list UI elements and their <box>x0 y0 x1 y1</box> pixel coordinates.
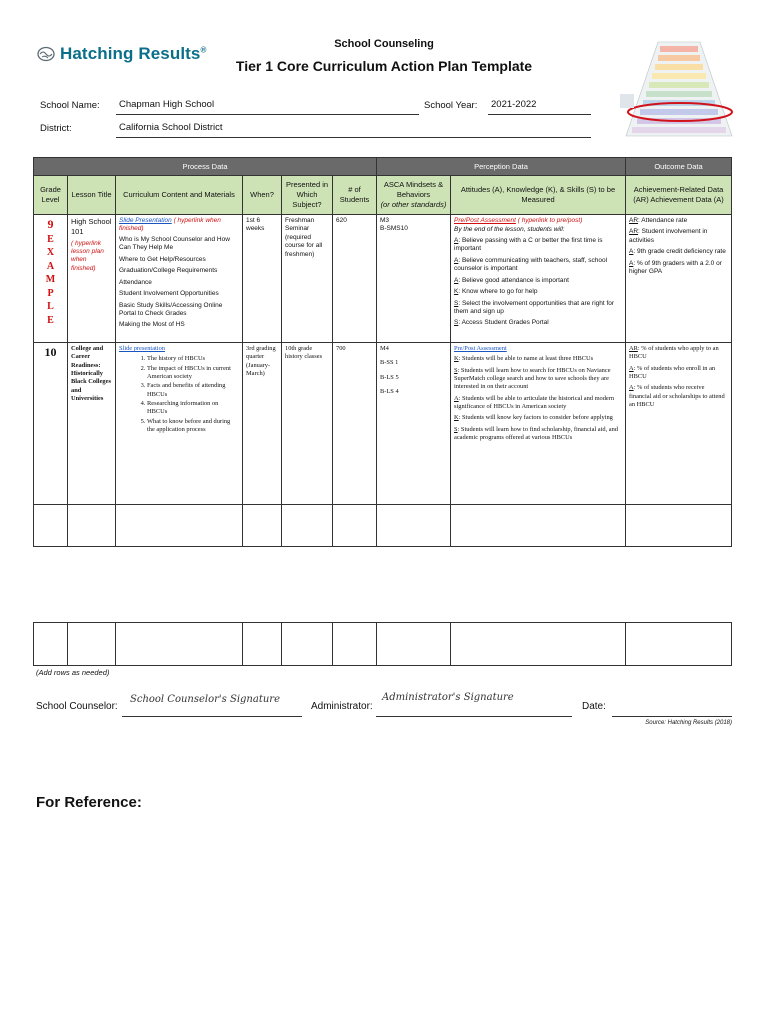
item-tag: A <box>454 236 459 244</box>
row2-assessment-link[interactable]: Pre/Post Assessment <box>454 345 507 352</box>
example-assessment-note: ( hyperlink to pre/post) <box>517 217 583 224</box>
item-text: : Student involvement in activities <box>629 228 708 244</box>
achievement-item <box>629 248 728 256</box>
empty-cell[interactable] <box>68 623 116 666</box>
item-text: : Students will know key factors to consider before applying <box>458 414 613 422</box>
example-assessment-link[interactable]: Pre/Post Assessment <box>454 217 516 224</box>
assessment-item <box>454 288 622 296</box>
content-item: Making the Most of HS <box>119 321 185 329</box>
doc-subtitle: School Counseling <box>334 38 434 50</box>
item-tag: S <box>454 425 458 433</box>
example-label <box>37 233 64 328</box>
date-field[interactable] <box>612 702 732 717</box>
group-outcome-data: Outcome Data <box>626 158 732 176</box>
item-text: : Students will be able to articulate the historical and modern significance of HBCUs in American society <box>454 394 615 410</box>
school-name-label: School Name: <box>40 100 100 111</box>
asca-standard: B-SMS10 <box>380 225 408 233</box>
item-text: : % of students who apply to an HBCU <box>629 345 719 361</box>
for-reference-heading: For Reference: <box>36 794 142 811</box>
row2-achievement-cell <box>626 343 732 505</box>
administrator-label: Administrator: <box>311 701 373 712</box>
empty-cell[interactable] <box>243 505 282 547</box>
example-letter: L <box>47 301 54 313</box>
content-item: Who is My School Counselor and How Can They Help Me <box>119 235 230 252</box>
asca-standard: M3 <box>380 217 390 224</box>
empty-cell[interactable] <box>116 623 243 666</box>
item-text: : Students will learn how to search for HBCUs on Naviance SuperMatch college search and how to save schools they are interested in on their account <box>454 366 611 391</box>
achievement-item <box>629 228 728 245</box>
row2-presented-cell: 10th grade history classes <box>282 343 333 505</box>
assessment-item <box>454 395 622 412</box>
row2-when-cell: 3rd grading quarter (January-March) <box>243 343 282 505</box>
example-letter: E <box>47 314 54 326</box>
empty-cell[interactable] <box>333 623 377 666</box>
district-label: District: <box>40 123 72 134</box>
example-when-cell: 1st 6 weeks <box>243 215 282 343</box>
group-process-data: Process Data <box>34 158 377 176</box>
content-item: 5. What to know before and during the application process <box>147 418 239 435</box>
action-plan-table <box>33 157 732 547</box>
achievement-item <box>629 345 728 362</box>
item-tag: K <box>454 355 459 363</box>
school-year-label: School Year: <box>424 100 478 111</box>
achievement-item <box>629 384 728 409</box>
item-tag: A <box>454 256 459 264</box>
achievement-item <box>629 260 728 277</box>
item-text: : % of students who enroll in an HBCU <box>629 364 716 380</box>
example-asca-cell <box>377 215 451 343</box>
example-achievement-cell <box>626 215 732 343</box>
item-text: : % of students who receive financial aid or scholarships to attend an HBCU <box>629 384 725 408</box>
content-item: Attendance <box>119 278 152 286</box>
row2-grade-cell <box>34 343 68 505</box>
item-tag: A <box>454 394 459 402</box>
row2-content-list <box>119 355 239 434</box>
content-item: 4. Researching information on HBCUs <box>147 400 239 417</box>
content-item: Basic Study Skills/Accessing Online Portal to Check Grades <box>119 301 223 317</box>
empty-cell[interactable] <box>243 623 282 666</box>
item-text: : Believe good attendance is important <box>458 276 569 284</box>
school-name-field[interactable]: Chapman High School <box>116 99 419 115</box>
empty-cell[interactable] <box>451 623 626 666</box>
example-slide-note: ( hyperlink when finished) <box>119 217 221 233</box>
district-field[interactable]: California School District <box>116 122 591 138</box>
asca-standard: B-LS 5 <box>380 373 399 381</box>
item-tag: A <box>454 276 459 284</box>
row2-attitudes-cell <box>451 343 626 505</box>
administrator-signature-line[interactable] <box>376 692 572 717</box>
example-grade-cell <box>34 215 68 343</box>
example-lesson-note: ( hyperlink lesson plan when finished) <box>71 239 104 272</box>
counselor-signature-line[interactable] <box>122 694 302 717</box>
table-row-empty <box>34 505 732 547</box>
item-tag: A <box>629 248 634 256</box>
assessment-item <box>454 300 622 317</box>
example-lesson-cell <box>68 215 116 343</box>
row2-assessment-list <box>454 355 622 442</box>
item-text: : Select the involvement opportunities that are right for them and sign up <box>454 299 615 315</box>
item-text: : Students will learn how to find scholarship, financial aid, and academic programs offered at various HBCUs <box>454 425 619 441</box>
example-presented-cell: Freshman Seminar (required course for all freshmen) <box>282 215 333 343</box>
tier-pyramid-thumbnail <box>620 38 738 150</box>
item-text: : % of 9th graders with a 2.0 or higher GPA <box>629 259 722 276</box>
empty-cell[interactable] <box>333 505 377 547</box>
col-achievement-data: Achievement-Related Data (AR) Achievement Data (A) <box>626 176 732 215</box>
school-year-field[interactable]: 2021-2022 <box>488 99 591 115</box>
assessment-item <box>454 414 622 422</box>
add-rows-note: (Add rows as needed) <box>36 668 110 677</box>
administrator-signature: Administrator's Signature <box>382 692 514 703</box>
action-plan-table-continued <box>33 622 732 666</box>
example-content-list <box>119 236 239 330</box>
content-item: Student Involvement Opportunities <box>119 290 219 298</box>
achievement-item <box>629 365 728 382</box>
example-assessment-list <box>454 237 622 328</box>
row2-content-cell <box>116 343 243 505</box>
item-text: : Know where to go for help <box>458 288 538 296</box>
item-text: : Access Student Grades Portal <box>458 319 549 327</box>
item-tag: A <box>629 259 634 267</box>
empty-cell[interactable] <box>282 505 333 547</box>
item-text: : Attendance rate <box>638 217 688 224</box>
item-tag: A <box>629 364 634 372</box>
empty-cell[interactable] <box>377 623 451 666</box>
example-letter: M <box>45 274 56 286</box>
example-letter: P <box>47 287 54 299</box>
empty-cell[interactable] <box>34 505 68 547</box>
item-tag: A <box>629 384 634 392</box>
group-perception-data: Perception Data <box>377 158 626 176</box>
content-item: Where to Get Help/Resources <box>119 255 206 263</box>
assessment-item <box>454 426 622 443</box>
item-text: : Believe communicating with teachers, staff, school counselor is important <box>454 256 608 273</box>
assessment-item <box>454 367 622 392</box>
item-tag: S <box>454 366 458 374</box>
example-students-cell: 620 <box>333 215 377 343</box>
source-note: Source: Hatching Results (2018) <box>645 720 732 726</box>
example-lesson-title: High School 101 <box>71 217 112 236</box>
table-row-example <box>34 215 732 343</box>
item-tag: S <box>454 319 459 327</box>
assessment-item <box>454 257 622 274</box>
item-tag: K <box>454 414 459 422</box>
example-letter: E <box>47 233 54 245</box>
assessment-item <box>454 237 622 254</box>
col-asca-mindsets: ASCA Mindsets & Behaviors (or other standards) <box>377 176 451 215</box>
counselor-signature: School Counselor's Signature <box>130 694 280 705</box>
item-text: : 9th grade credit deficiency rate <box>633 248 726 256</box>
col-presented-subject: Presented in Which Subject? <box>282 176 333 215</box>
empty-cell[interactable] <box>34 623 68 666</box>
empty-cell[interactable] <box>626 505 732 547</box>
example-slide-link[interactable]: Slide Presentation <box>119 217 172 224</box>
empty-cell[interactable] <box>282 623 333 666</box>
example-attitudes-cell <box>451 215 626 343</box>
content-item: Graduation/College Requirements <box>119 267 218 275</box>
content-item: 2. The impact of HBCUs in current American society <box>147 365 239 382</box>
assessment-item <box>454 319 622 327</box>
logo-text: Hatching Results® <box>60 44 207 63</box>
table-row-grade-10 <box>34 343 732 505</box>
table-row-empty <box>34 623 732 666</box>
item-text: : Students will be able to name at least three HBCUs <box>458 355 594 363</box>
example-letter: A <box>46 260 55 272</box>
content-item: 1. The history of HBCUs <box>147 355 239 363</box>
content-item: 3. Facts and benefits of attending HBCUs <box>147 382 239 399</box>
item-tag: K <box>454 288 459 296</box>
row2-asca-cell <box>377 343 451 505</box>
achievement-item <box>629 217 728 225</box>
item-tag: S <box>454 299 459 307</box>
row2-grade: 10 <box>44 345 57 359</box>
asca-standard: M4 <box>380 345 389 352</box>
asca-standard: B-SS 1 <box>380 359 399 367</box>
assessment-item <box>454 355 622 363</box>
example-grade: 9 <box>47 217 54 231</box>
assessment-item <box>454 277 622 285</box>
col-attitudes-knowledge-skills: Attitudes (A), Knowledge (K), & Skills (S) to be Measured <box>451 176 626 215</box>
example-content-cell <box>116 215 243 343</box>
col-grade-level: Grade Level <box>34 176 68 215</box>
col-when: When? <box>243 176 282 215</box>
asca-standard: B-LS 4 <box>380 387 399 395</box>
example-letter: X <box>46 247 55 259</box>
col-num-students: # of Students <box>333 176 377 215</box>
item-tag: AR <box>629 345 638 352</box>
example-assessment-intro: By the end of the lesson, students will: <box>454 226 565 234</box>
row2-lesson-cell: College and Career Readiness: Historically Black Colleges and Universities <box>68 343 116 505</box>
col-lesson-title: Lesson Title <box>68 176 116 215</box>
item-tag: AR <box>629 228 639 236</box>
empty-cell[interactable] <box>626 623 732 666</box>
empty-cell[interactable] <box>68 505 116 547</box>
date-label: Date: <box>582 701 606 712</box>
item-text: : Believe passing with a C or better the first time is important <box>454 236 603 253</box>
empty-cell[interactable] <box>451 505 626 547</box>
doc-title: Tier 1 Core Curriculum Action Plan Template <box>235 58 533 74</box>
row2-students-cell: 700 <box>333 343 377 505</box>
empty-cell[interactable] <box>116 505 243 547</box>
empty-cell[interactable] <box>377 505 451 547</box>
item-tag: AR <box>629 217 639 224</box>
row2-slide-link[interactable]: Slide presentation <box>119 345 165 352</box>
col-curriculum-content: Curriculum Content and Materials <box>116 176 243 215</box>
counselor-label: School Counselor: <box>36 701 118 712</box>
